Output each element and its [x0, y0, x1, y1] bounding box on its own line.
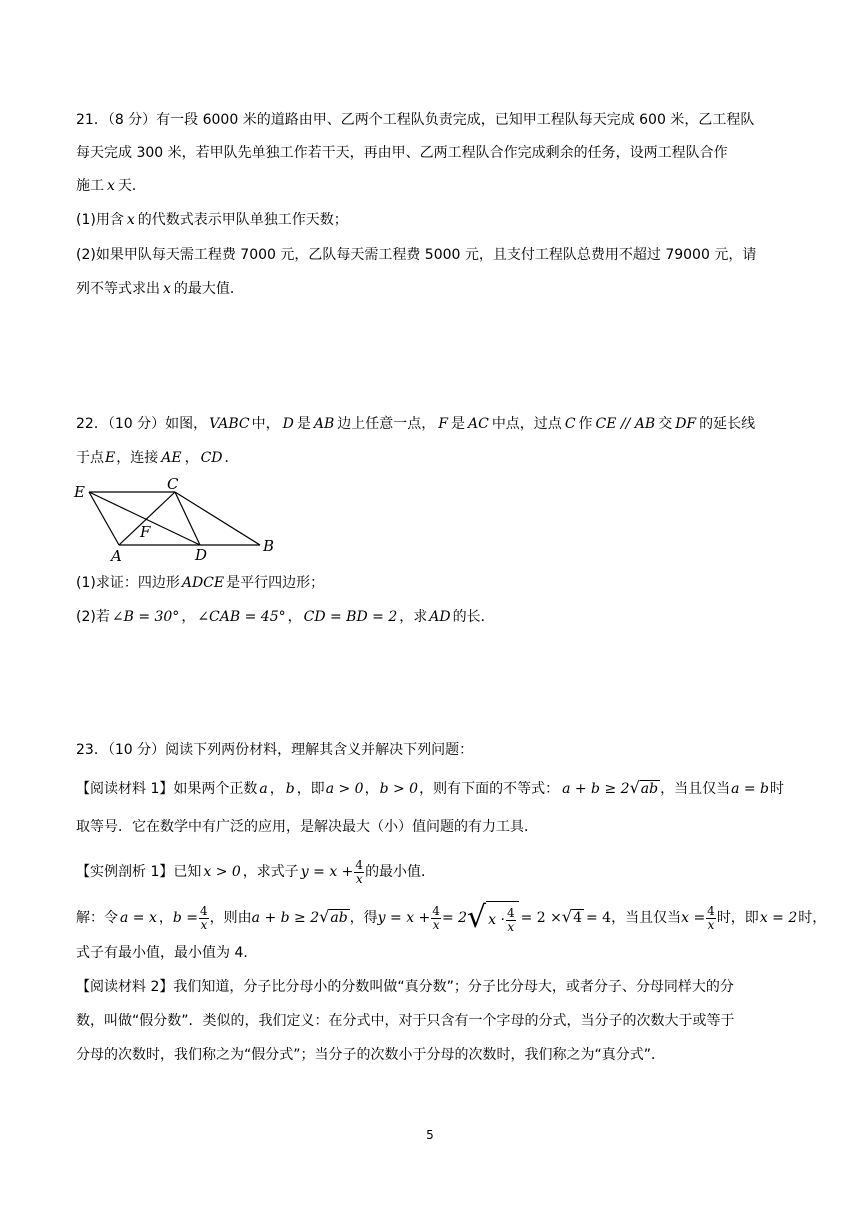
q21-line-3: [76, 176, 146, 196]
q21-text: 天．: [117, 178, 146, 194]
math-expr: = 2: [441, 910, 468, 926]
denominator: x: [432, 917, 440, 932]
numerator: 4: [355, 857, 364, 872]
math-expr: y = x +: [300, 864, 354, 880]
q22-line-1: [76, 414, 755, 434]
math-expr: ADCE: [181, 575, 225, 591]
math-expr: b > 0: [379, 781, 419, 797]
label-E: E: [74, 483, 85, 501]
q21-text: 21．（8 分）有一段 6000 米的道路由甲、乙两个工程队负责完成，已知甲工程队每天完成 600 米，乙工程队: [76, 112, 755, 128]
q23-material-1-line-1: [76, 778, 784, 799]
denominator: x: [707, 917, 715, 932]
q23-text: 【阅读材料 1】如果两个正数: [76, 781, 258, 797]
q21-text: 施工: [76, 178, 104, 194]
q22-text: 交: [658, 416, 673, 432]
math-expr: y = x +: [377, 910, 431, 926]
q23-text: ，则有下面的不等式：: [419, 781, 560, 797]
q22-text: (2)若: [76, 609, 110, 625]
q22-text: 的延长线: [699, 416, 756, 432]
math-expr: DF: [675, 416, 697, 432]
math-var: x: [126, 212, 135, 228]
segment-EA: [89, 492, 119, 545]
math-var: E: [105, 450, 116, 466]
q23-material-2-line-2: [76, 1011, 735, 1031]
q21-text: 每天完成 300 米，若甲队先单独工作若干天，再由甲、乙两工程队合作完成剩余的任务，设两工程队合作: [76, 145, 728, 161]
math-expr: ab: [330, 910, 348, 926]
q23-text: 【阅读材料 2】我们知道，分子比分母小的分数叫做“真分数”；分子比分母大，或者分子、分母同样大的分: [76, 979, 734, 995]
sqrt-sign: √: [561, 907, 573, 926]
math-expr: a > 0: [325, 781, 364, 797]
math-expr: a + b ≥ 2: [251, 910, 320, 926]
geometry-figure: [70, 476, 290, 568]
q23-text: 数，叫做“假分数”．类似的，我们定义：在分式中，对于只含有一个字母的分式，当分子的次数大于或等于: [76, 1013, 735, 1029]
math-expr: AC: [467, 416, 489, 432]
math-expr: a = x: [120, 910, 157, 926]
math-expr: x =: [681, 910, 706, 926]
denominator: x: [355, 871, 363, 886]
q23-text: 式子有最小值，最小值为 4．: [76, 945, 258, 961]
q23-text: 解：令: [76, 910, 118, 926]
q22-text: 是: [296, 416, 311, 432]
q23-text: ，: [364, 781, 379, 797]
q21-line-1: [76, 110, 754, 130]
math-expr: CD = BD = 2: [303, 609, 398, 625]
math-expr: = 2 ×: [520, 910, 562, 926]
math-expr: a + b ≥ 2: [562, 781, 630, 797]
q23-solution-line-2: [76, 943, 257, 963]
q22-text: 是平行四边形；: [226, 575, 325, 591]
page-number: 5: [426, 1128, 434, 1142]
label-D: D: [195, 546, 208, 564]
q22-text: ，: [181, 609, 196, 625]
label-A: A: [111, 547, 122, 565]
q22-part-1: [76, 573, 324, 593]
label-C: C: [167, 476, 179, 493]
q22-text: ，: [184, 450, 199, 466]
math-expr: ∠B = 30°: [111, 609, 180, 625]
q23-material-1-line-2: [76, 817, 538, 837]
q23-text: ，得: [349, 910, 378, 926]
big-sqrt: [467, 899, 519, 937]
q23-text: 时，即: [716, 910, 759, 926]
q23-text: 取等号．它在数学中有广泛的应用，是解决最大（小）值问题的有力工具．: [76, 819, 538, 835]
q21-text: (2)如果甲队每天需工程费 7000 元，乙队每天需工程费 5000 元，且支付工程队总费用不超过 79000 元，请: [76, 247, 757, 263]
q21-text: 的代数式表示甲队单独工作天数；: [137, 212, 348, 228]
fraction: [706, 905, 716, 932]
q23-text: 23．（10 分）阅读下列两份材料，理解其含义并解决下列问题：: [76, 742, 474, 758]
q23-text: ，当且仅当: [660, 781, 731, 797]
math-var: a: [259, 781, 268, 797]
sqrt-sign: √: [467, 900, 487, 935]
denominator: x: [507, 919, 515, 934]
fraction: [506, 907, 516, 934]
q23-material-2-line-3: [76, 1045, 665, 1065]
q22-text: 作: [578, 416, 593, 432]
math-expr: CD: [200, 450, 223, 466]
q22-part-2: [76, 607, 495, 627]
q23-text: ，: [158, 910, 173, 926]
q22-text: ，: [287, 609, 302, 625]
q21-text: (1)用含: [76, 212, 124, 228]
math-expr: x ·: [488, 912, 505, 928]
q22-text: 22．（10 分）如图，: [76, 416, 208, 432]
numerator: 4: [432, 903, 440, 918]
q23-example-1: [76, 857, 435, 887]
math-expr: ∠CAB = 45°: [197, 609, 286, 625]
denominator: x: [200, 917, 208, 932]
q23-text: 时: [770, 781, 785, 797]
q22-text: (1)求证：四边形: [76, 575, 180, 591]
math-expr: 4: [573, 910, 582, 926]
math-expr: ab: [640, 781, 659, 797]
q22-text: 边上任意一点，: [337, 416, 436, 432]
fraction: [354, 859, 364, 886]
fraction: [199, 905, 209, 932]
q23-text: ，则由: [209, 910, 252, 926]
numerator: 4: [200, 903, 208, 918]
fraction: [431, 905, 441, 932]
q23-text: ，即: [296, 781, 325, 797]
q23-text: 时，: [798, 910, 827, 926]
math-var: x: [163, 281, 171, 297]
math-expr: a = b: [731, 781, 770, 797]
math-expr: x = 2: [759, 910, 798, 926]
q23-text: 的最小值．: [365, 864, 436, 880]
label-F: F: [140, 523, 151, 541]
q23-text: ，: [269, 781, 284, 797]
q23-text: 分母的次数时，我们称之为“假分式”；当分子的次数小于分母的次数时，我们称之为“真分式”．: [76, 1047, 666, 1063]
q23-text: ，当且仅当: [611, 910, 682, 926]
math-expr: AD: [429, 609, 451, 625]
math-expr: x > 0: [203, 864, 241, 880]
sqrt-sign: √: [629, 778, 640, 797]
math-expr: CE // AB: [595, 416, 656, 432]
label-B: B: [263, 537, 275, 555]
q22-text: ，连接: [116, 450, 159, 466]
q21-line-2: [76, 143, 728, 163]
math-var: F: [438, 416, 448, 432]
math-var: x: [107, 178, 115, 194]
math-expr: = 4: [586, 910, 612, 926]
q22-line-2: [76, 448, 239, 468]
q23-solution-line-1: [76, 899, 826, 937]
q21-part-1: [76, 210, 348, 230]
q21-text: 列不等式求出: [76, 281, 160, 297]
math-var: D: [282, 416, 294, 432]
numerator: 4: [707, 903, 715, 918]
math-expr: AB: [313, 416, 335, 432]
q21-part-2-cont: [76, 279, 244, 299]
q21-part-2: [76, 245, 756, 265]
math-expr: VABC: [209, 416, 250, 432]
q22-text: 中，: [251, 416, 280, 432]
q23-text: ，求式子: [242, 864, 299, 880]
math-var: C: [564, 416, 576, 432]
sqrt-sign: √: [319, 907, 330, 926]
q22-text: 是: [450, 416, 465, 432]
math-expr: b =: [172, 910, 199, 926]
q22-text: ．: [224, 450, 239, 466]
q23-line-1: [76, 740, 473, 760]
q23-text: 【实例剖析 1】已知: [76, 864, 202, 880]
q22-text: 的长．: [452, 609, 495, 625]
numerator: 4: [506, 905, 515, 920]
q22-text: 中点，过点: [491, 416, 562, 432]
q23-material-2-line-1: [76, 977, 734, 997]
q22-text: ，求: [399, 609, 428, 625]
math-expr: AE: [161, 450, 182, 466]
q22-text: 于点: [76, 450, 104, 466]
math-var: b: [285, 781, 295, 797]
q21-text: 的最大值．: [173, 281, 244, 297]
sqrt-inner: [486, 901, 518, 937]
